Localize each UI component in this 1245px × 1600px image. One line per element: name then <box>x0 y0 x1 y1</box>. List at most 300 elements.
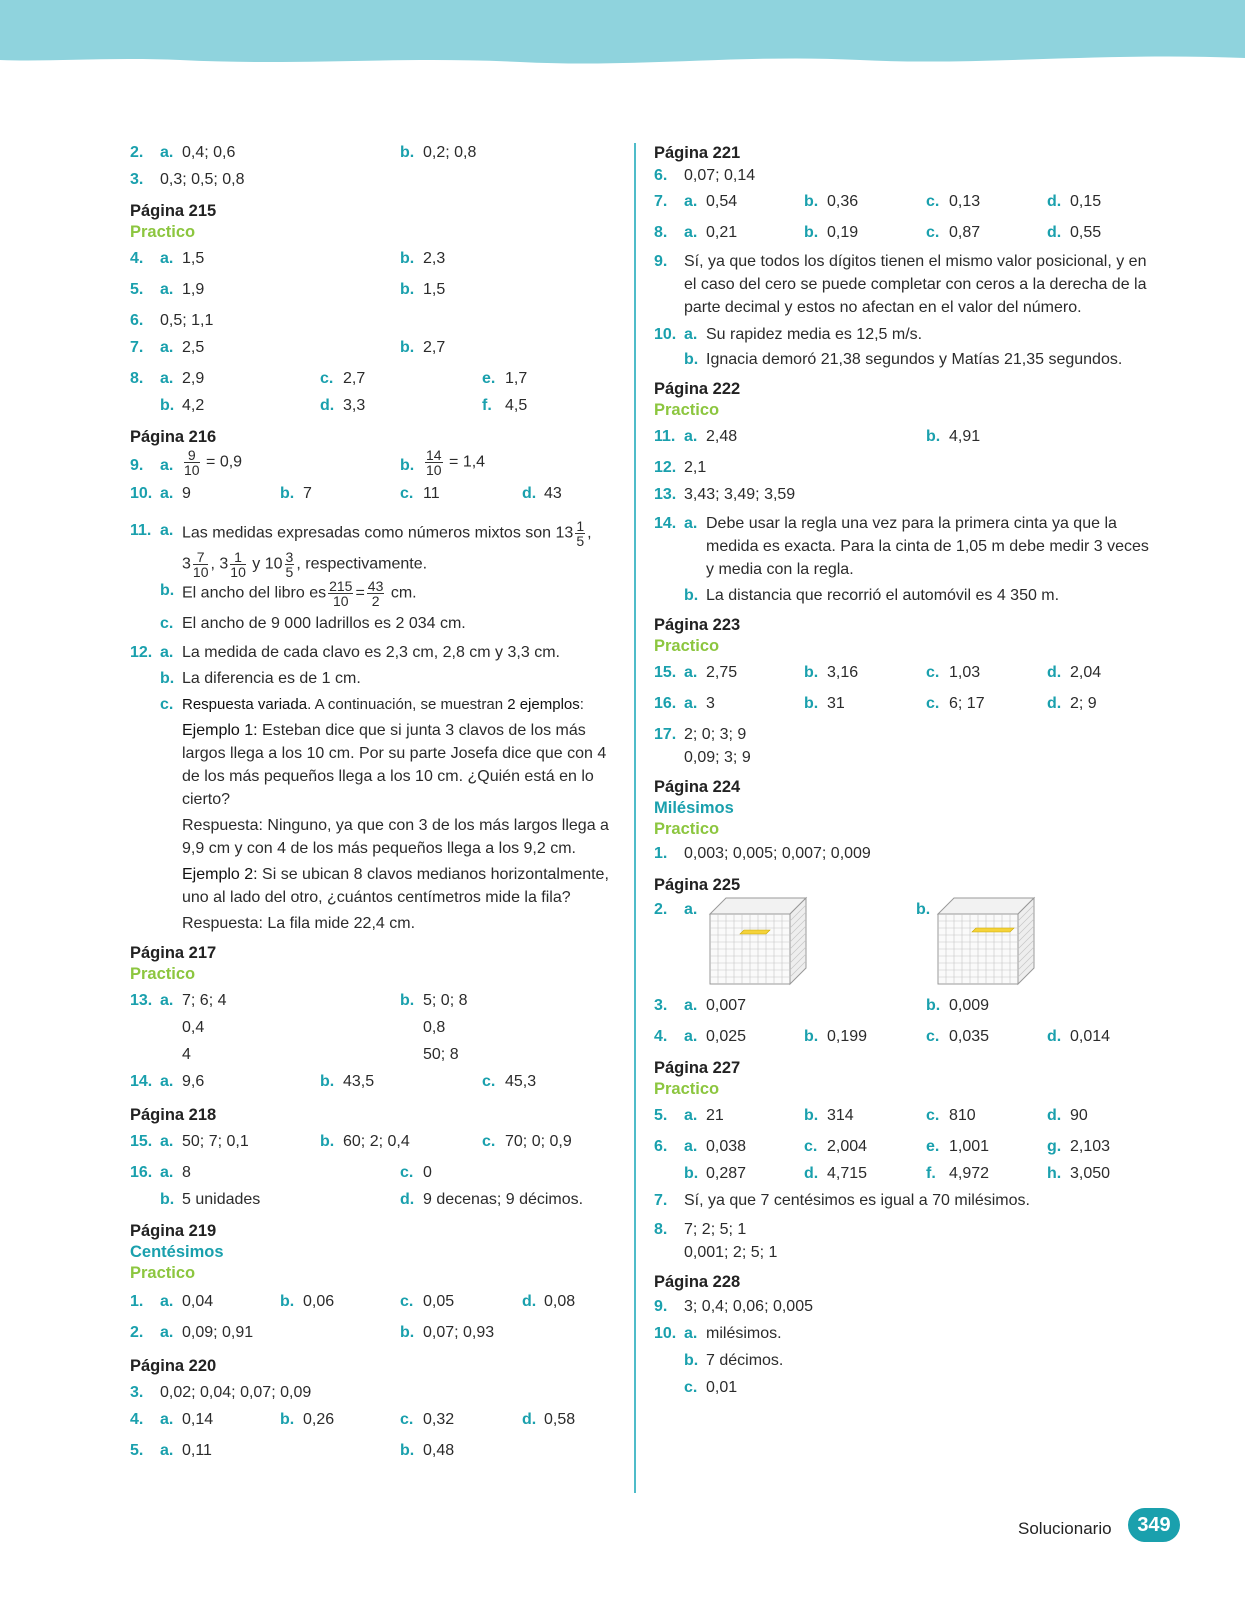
item-value: 0,025 <box>706 1028 747 1045</box>
thousand-cube-figure-b <box>936 894 1036 986</box>
item-letter: a. <box>160 1411 174 1428</box>
denominator: 5 <box>285 564 294 580</box>
item-value: 0,19 <box>827 224 859 241</box>
thousand-cube-figure-a <box>708 894 808 986</box>
item-value: 5; 0; 8 <box>423 992 468 1009</box>
item-letter: a. <box>684 515 698 532</box>
item-letter: a. <box>684 1138 698 1155</box>
item-value: 0,21 <box>706 224 738 241</box>
practico-heading: Practico <box>654 1080 720 1098</box>
item-letter: c. <box>804 1138 818 1155</box>
denominator: 5 <box>576 533 585 549</box>
item-value: 0,287 <box>706 1165 747 1182</box>
item-letter: a. <box>684 901 698 918</box>
answer-row <box>130 338 620 369</box>
item-value: 0,26 <box>303 1411 335 1428</box>
item-letter: a. <box>684 997 698 1014</box>
item-value: 11 <box>423 485 440 502</box>
answer-row <box>130 1132 620 1163</box>
answer-row <box>654 1164 1154 1191</box>
item-value: 6; 17 <box>949 695 985 712</box>
item-number: 11. <box>130 522 152 539</box>
item-value: 4,91 <box>949 428 981 445</box>
text-part: Esteban dice que si junta 3 clavos de los más largos llega a los 10 cm. Por su parte Josefa dice que con 4 de los más pequeños llega a los 10 cm. ¿Quién está en lo cierto? <box>182 722 607 808</box>
answer-row <box>654 663 1154 694</box>
answer-row <box>654 1351 1154 1378</box>
text-part: , <box>210 555 220 573</box>
item-value: 2,48 <box>706 428 738 445</box>
item-letter: a. <box>160 144 174 161</box>
item-value: 0,06 <box>303 1293 335 1310</box>
item-number: 4. <box>130 1411 144 1428</box>
answer-row <box>654 1137 1154 1164</box>
fraction <box>184 448 200 477</box>
practico-heading: Practico <box>130 1264 196 1282</box>
answer-row <box>654 1378 1154 1405</box>
answer-text: La distancia que recorrió el automóvil es 4 350 m. <box>706 587 1060 604</box>
item-letter: d. <box>1047 695 1062 712</box>
item-letter: c. <box>400 1164 414 1181</box>
answer-row <box>654 1027 1154 1054</box>
item-value: 0,009 <box>949 997 990 1014</box>
item-letter: b. <box>804 1107 819 1124</box>
item-value: 0,05 <box>423 1293 455 1310</box>
item-value: 1,5 <box>423 281 446 298</box>
item-value: 2,5 <box>182 339 205 356</box>
answer-paragraph <box>654 348 1154 371</box>
page-heading: Página 227 <box>654 1059 741 1077</box>
item-letter: a. <box>160 644 174 661</box>
item-value: 43 <box>544 485 562 502</box>
item-letter: a. <box>160 1293 174 1310</box>
item-letter: d. <box>522 485 537 502</box>
item-letter: b. <box>804 193 819 210</box>
item-letter: c. <box>926 224 940 241</box>
answer-row <box>130 1018 620 1045</box>
item-letter: c. <box>482 1073 496 1090</box>
denominator: 10 <box>184 462 200 478</box>
item-value: 0,87 <box>949 224 981 241</box>
item-letter: a. <box>160 250 174 267</box>
item-value: 4,715 <box>827 1165 868 1182</box>
item-letter: c. <box>400 485 414 502</box>
answer-text: 0,09; 3; 9 <box>684 749 751 766</box>
item-number: 4. <box>130 250 144 267</box>
item-value: 4,5 <box>505 397 528 414</box>
item-value: 3 <box>706 695 715 712</box>
item-value: 9 <box>182 485 191 502</box>
item-letter: d. <box>1047 664 1062 681</box>
numerator: 43 <box>367 578 384 594</box>
answer-row <box>654 192 1154 223</box>
fraction <box>230 550 246 579</box>
item-value: 2,75 <box>706 664 738 681</box>
item-letter: b. <box>684 351 699 368</box>
numerator: 14 <box>426 447 442 463</box>
item-value: 0,48 <box>423 1442 455 1459</box>
fraction <box>193 550 209 579</box>
text-part: 3 <box>219 555 229 573</box>
item-letter: a. <box>684 224 698 241</box>
answer-row <box>130 448 620 484</box>
item-number: 2. <box>130 144 144 161</box>
answer-row <box>130 484 620 515</box>
answer-text: La diferencia es de 1 cm. <box>182 670 361 687</box>
item-letter: a. <box>160 522 174 539</box>
item-letter: b. <box>320 1133 335 1150</box>
item-number: 6. <box>654 167 668 184</box>
item-letter: d. <box>522 1411 537 1428</box>
item-letter: b. <box>400 250 415 267</box>
top-banner <box>0 0 1245 70</box>
item-value: 0,199 <box>827 1028 868 1045</box>
item-number: 7. <box>654 1192 668 1209</box>
item-value: 3,43; 3,49; 3,59 <box>684 486 796 503</box>
answer-paragraph <box>130 667 620 690</box>
item-letter: b. <box>400 1324 415 1341</box>
fraction <box>425 448 443 477</box>
item-letter: a. <box>160 1442 174 1459</box>
answer-row <box>130 1045 620 1072</box>
answer-text: 2; 0; 3; 9 <box>684 726 747 743</box>
item-letter: b. <box>684 1352 699 1369</box>
item-value: 31 <box>827 695 845 712</box>
denominator: 10 <box>332 593 349 609</box>
item-letter: a. <box>684 428 698 445</box>
item-letter: b. <box>684 1165 699 1182</box>
fraction-result: = 1,4 <box>449 453 486 471</box>
item-value: 9 decenas; 9 décimos. <box>423 1191 584 1208</box>
answer-row <box>130 1410 620 1441</box>
item-value: 0,5; 1,1 <box>160 312 214 329</box>
item-letter: d. <box>1047 1028 1062 1045</box>
item-letter: a. <box>684 193 698 210</box>
answer-text: Respuesta: Ninguno, ya que con 3 de los más largos llega a 9,9 cm y con 4 de los más pequeños llega a los 9,2 cm. <box>182 817 609 857</box>
answer-row <box>130 396 620 423</box>
page-heading: Página 217 <box>130 944 217 962</box>
item-value: 1,9 <box>182 281 205 298</box>
item-letter: b. <box>320 1073 335 1090</box>
denominator: 10 <box>230 564 246 580</box>
item-letter: d. <box>1047 193 1062 210</box>
fraction <box>328 579 353 608</box>
answer-paragraph <box>130 519 620 579</box>
item-value: 0,55 <box>1070 224 1102 241</box>
fraction <box>575 519 585 548</box>
item-number: 8. <box>654 1221 668 1238</box>
item-value: 7; 6; 4 <box>182 992 227 1009</box>
item-value: 2; 9 <box>1070 695 1097 712</box>
practico-heading: Practico <box>130 965 196 983</box>
item-value: 0,01 <box>706 1379 738 1396</box>
item-value: 0,8 <box>423 1019 446 1036</box>
item-letter: b. <box>804 695 819 712</box>
item-number: 6. <box>130 312 144 329</box>
item-letter: d. <box>1047 1107 1062 1124</box>
item-value: 4 <box>182 1046 191 1063</box>
item-number: 5. <box>654 1107 668 1124</box>
answer-row <box>654 166 1154 192</box>
item-value: 0,014 <box>1070 1028 1111 1045</box>
item-letter: h. <box>1047 1165 1062 1182</box>
item-letter: c. <box>400 1293 414 1310</box>
item-letter: d. <box>522 1293 537 1310</box>
answer-paragraph <box>654 512 1154 581</box>
item-letter: a. <box>160 339 174 356</box>
item-value: 2,1 <box>684 459 707 476</box>
item-letter: c. <box>926 193 940 210</box>
item-letter: b. <box>160 397 175 414</box>
numerator: 9 <box>184 448 200 463</box>
item-value: 2,04 <box>1070 664 1102 681</box>
answer-text: Sí, ya que todos los dígitos tienen el mismo valor posicional, y en el caso del cero se puede completar con ceros a la derecha de la parte decimal y estos no afectan en el valor del número. <box>684 253 1147 316</box>
item-letter: b. <box>280 1411 295 1428</box>
answer-row <box>654 1191 1154 1218</box>
item-letter: c. <box>926 1107 940 1124</box>
item-letter: c. <box>926 1028 940 1045</box>
numerator: 1 <box>576 518 585 534</box>
item-number: 8. <box>130 370 144 387</box>
answer-row <box>130 1292 620 1323</box>
page-heading: Página 223 <box>654 616 741 634</box>
item-letter: a. <box>160 457 174 474</box>
denominator: 10 <box>192 564 209 580</box>
item-letter: b. <box>160 582 175 599</box>
item-letter: c. <box>320 370 334 387</box>
subsection-heading: Milésimos <box>654 799 734 817</box>
item-letter: e. <box>482 370 496 387</box>
item-value: 0,07; 0,14 <box>684 167 756 184</box>
item-value: milésimos. <box>706 1325 782 1342</box>
item-value: 0 <box>423 1164 432 1181</box>
item-value: 9,6 <box>182 1073 205 1090</box>
item-value: 0,13 <box>949 193 981 210</box>
page-heading: Página 215 <box>130 202 217 220</box>
answer-text: 7; 2; 5; 1 <box>684 1221 747 1238</box>
item-letter: b. <box>280 1293 295 1310</box>
answer-row <box>654 1106 1154 1137</box>
item-number: 10. <box>130 485 153 502</box>
item-number: 11. <box>654 428 676 445</box>
text-part: . A continuación, se muestran <box>307 696 508 713</box>
item-value: 0,15 <box>1070 193 1102 210</box>
item-letter: d. <box>400 1191 415 1208</box>
item-value: 4,2 <box>182 397 205 414</box>
item-letter: b. <box>684 587 699 604</box>
item-letter: a. <box>684 1107 698 1124</box>
item-number: 3. <box>130 171 144 188</box>
item-value: 0,035 <box>949 1028 990 1045</box>
answer-row <box>130 991 620 1018</box>
item-letter: a. <box>160 1133 174 1150</box>
answer-row <box>654 427 1154 458</box>
answer-paragraph <box>130 612 620 635</box>
item-letter: a. <box>684 695 698 712</box>
answer-row <box>130 249 620 280</box>
item-value: 0,58 <box>544 1411 576 1428</box>
answer-row <box>654 1324 1154 1351</box>
answer-text: El ancho de 9 000 ladrillos es 2 034 cm. <box>182 615 466 632</box>
item-value: 1,7 <box>505 370 528 387</box>
item-value: 1,03 <box>949 664 981 681</box>
item-number: 1. <box>654 845 668 862</box>
item-number: 10. <box>654 1325 677 1342</box>
item-value: 2,9 <box>182 370 205 387</box>
item-letter: b. <box>400 457 415 474</box>
page-number-badge: 349 <box>1128 1508 1180 1542</box>
answer-text <box>182 579 620 608</box>
answer-paragraph <box>130 641 620 664</box>
item-number: 15. <box>654 664 677 681</box>
subsection-heading: Centésimos <box>130 1243 224 1261</box>
item-letter: c. <box>160 615 174 632</box>
page-heading: Página 224 <box>654 778 741 796</box>
item-number: 12. <box>654 459 677 476</box>
answer-row <box>130 369 620 396</box>
item-value: 2,3 <box>423 250 446 267</box>
text-part: Si se ubican 8 clavos medianos horizontalmente, uno al lado del otro, ¿cuántos centímetros mide la fila? <box>182 866 609 906</box>
text-part: : <box>579 696 584 713</box>
answer-paragraph <box>654 1218 1154 1264</box>
item-value: 0,3; 0,5; 0,8 <box>160 171 245 188</box>
item-value: 1,5 <box>182 250 205 267</box>
item-letter: b. <box>926 428 941 445</box>
item-letter: b. <box>280 485 295 502</box>
item-number: 1. <box>130 1293 144 1310</box>
answer-text: Respuesta: La fila mide 22,4 cm. <box>182 915 416 932</box>
item-value: 0,32 <box>423 1411 455 1428</box>
left-column <box>130 143 620 1468</box>
item-number: 4. <box>654 1028 668 1045</box>
footer-section-label: Solucionario <box>1018 1519 1112 1538</box>
text-part: El ancho del libro es <box>182 584 327 602</box>
text-part: , respectivamente. <box>296 555 428 573</box>
item-value: 2,004 <box>827 1138 868 1155</box>
page-heading: Página 222 <box>654 380 741 398</box>
item-value: 810 <box>949 1107 976 1124</box>
item-letter: d. <box>1047 224 1062 241</box>
answer-text: La medida de cada clavo es 2,3 cm, 2,8 cm y 3,3 cm. <box>182 644 560 661</box>
answer-row <box>130 311 620 338</box>
item-letter: b. <box>160 1191 175 1208</box>
item-value: 0,003; 0,005; 0,007; 0,009 <box>684 845 871 862</box>
item-value: 0,02; 0,04; 0,07; 0,09 <box>160 1384 312 1401</box>
item-value: 0,4; 0,6 <box>182 144 236 161</box>
item-number: 5. <box>130 1442 144 1459</box>
practico-heading: Practico <box>654 401 720 419</box>
page-heading: Página 220 <box>130 1357 217 1375</box>
item-letter: c. <box>482 1133 496 1150</box>
item-number: 15. <box>130 1133 153 1150</box>
numerator: 215 <box>329 578 353 594</box>
denominator: 10 <box>426 462 442 478</box>
item-number: 13. <box>130 992 153 1009</box>
item-value: 0,09; 0,91 <box>182 1324 254 1341</box>
answer-text: 0,001; 2; 5; 1 <box>684 1244 778 1261</box>
item-value: 70; 0; 0,9 <box>505 1133 572 1150</box>
item-letter: b. <box>926 997 941 1014</box>
answer-row <box>654 1297 1154 1324</box>
item-number: 14. <box>654 515 677 532</box>
item-number: 13. <box>654 486 677 503</box>
item-value: 2,7 <box>423 339 446 356</box>
item-number: 12. <box>130 644 153 661</box>
item-number: 7. <box>654 193 668 210</box>
item-letter: a. <box>684 1325 698 1342</box>
item-value: Sí, ya que 7 centésimos es igual a 70 milésimos. <box>684 1192 1030 1209</box>
text-part: cm. <box>390 584 417 602</box>
item-value: 7 <box>303 485 312 502</box>
answer-row <box>654 900 1154 992</box>
answer-paragraph <box>654 250 1154 319</box>
text-part: Las medidas expresadas como números mixtos son 13 <box>182 524 574 542</box>
answer-text <box>182 863 620 909</box>
answer-paragraph <box>130 693 620 935</box>
page-heading: Página 225 <box>654 876 741 894</box>
item-letter: c. <box>684 1379 698 1396</box>
fraction-result: = 0,9 <box>206 453 243 471</box>
item-value: 45,3 <box>505 1073 537 1090</box>
answer-row <box>130 1072 620 1099</box>
practico-heading: Practico <box>654 820 720 838</box>
item-value: 0,04 <box>182 1293 214 1310</box>
item-value: 0,4 <box>182 1019 205 1036</box>
item-letter: f. <box>926 1165 936 1182</box>
item-value: 43,5 <box>343 1073 375 1090</box>
answer-row <box>654 223 1154 250</box>
item-value: 50; 8 <box>423 1046 459 1063</box>
text-part: 2 ejemplos <box>507 696 580 713</box>
item-value: 0,54 <box>706 193 738 210</box>
item-value: 3,050 <box>1070 1165 1111 1182</box>
item-letter: a. <box>684 664 698 681</box>
item-letter: b. <box>160 670 175 687</box>
item-letter: a. <box>684 1028 698 1045</box>
item-value: 21 <box>706 1107 724 1124</box>
item-value: 0,07; 0,93 <box>423 1324 495 1341</box>
answer-row <box>130 1323 620 1350</box>
item-value: 2,7 <box>343 370 366 387</box>
answer-row <box>130 1190 620 1217</box>
right-column <box>654 143 1154 1405</box>
item-number: 10. <box>654 326 677 343</box>
answer-row <box>654 485 1154 512</box>
page-heading: Página 219 <box>130 1222 217 1240</box>
item-number: 8. <box>654 224 668 241</box>
answer-paragraph <box>654 723 1154 769</box>
fraction <box>367 579 385 608</box>
text-part: 3 <box>182 555 191 573</box>
item-value: 0,2; 0,8 <box>423 144 477 161</box>
numerator: 3 <box>285 549 294 565</box>
numerator: 7 <box>193 550 209 565</box>
item-letter: d. <box>320 397 335 414</box>
item-letter: b. <box>400 1442 415 1459</box>
item-value: 50; 7; 0,1 <box>182 1133 249 1150</box>
item-letter: a. <box>160 485 174 502</box>
item-letter: a. <box>160 370 174 387</box>
item-value: 8 <box>182 1164 191 1181</box>
answer-paragraph <box>654 584 1154 607</box>
item-letter: b. <box>804 224 819 241</box>
item-letter: b. <box>400 339 415 356</box>
answer-row <box>130 143 620 170</box>
text-part: y 10 <box>247 555 283 573</box>
item-letter: b. <box>400 281 415 298</box>
text-part: Ejemplo 2: <box>182 866 258 883</box>
answer-row <box>654 996 1154 1027</box>
item-number: 2. <box>130 1324 144 1341</box>
